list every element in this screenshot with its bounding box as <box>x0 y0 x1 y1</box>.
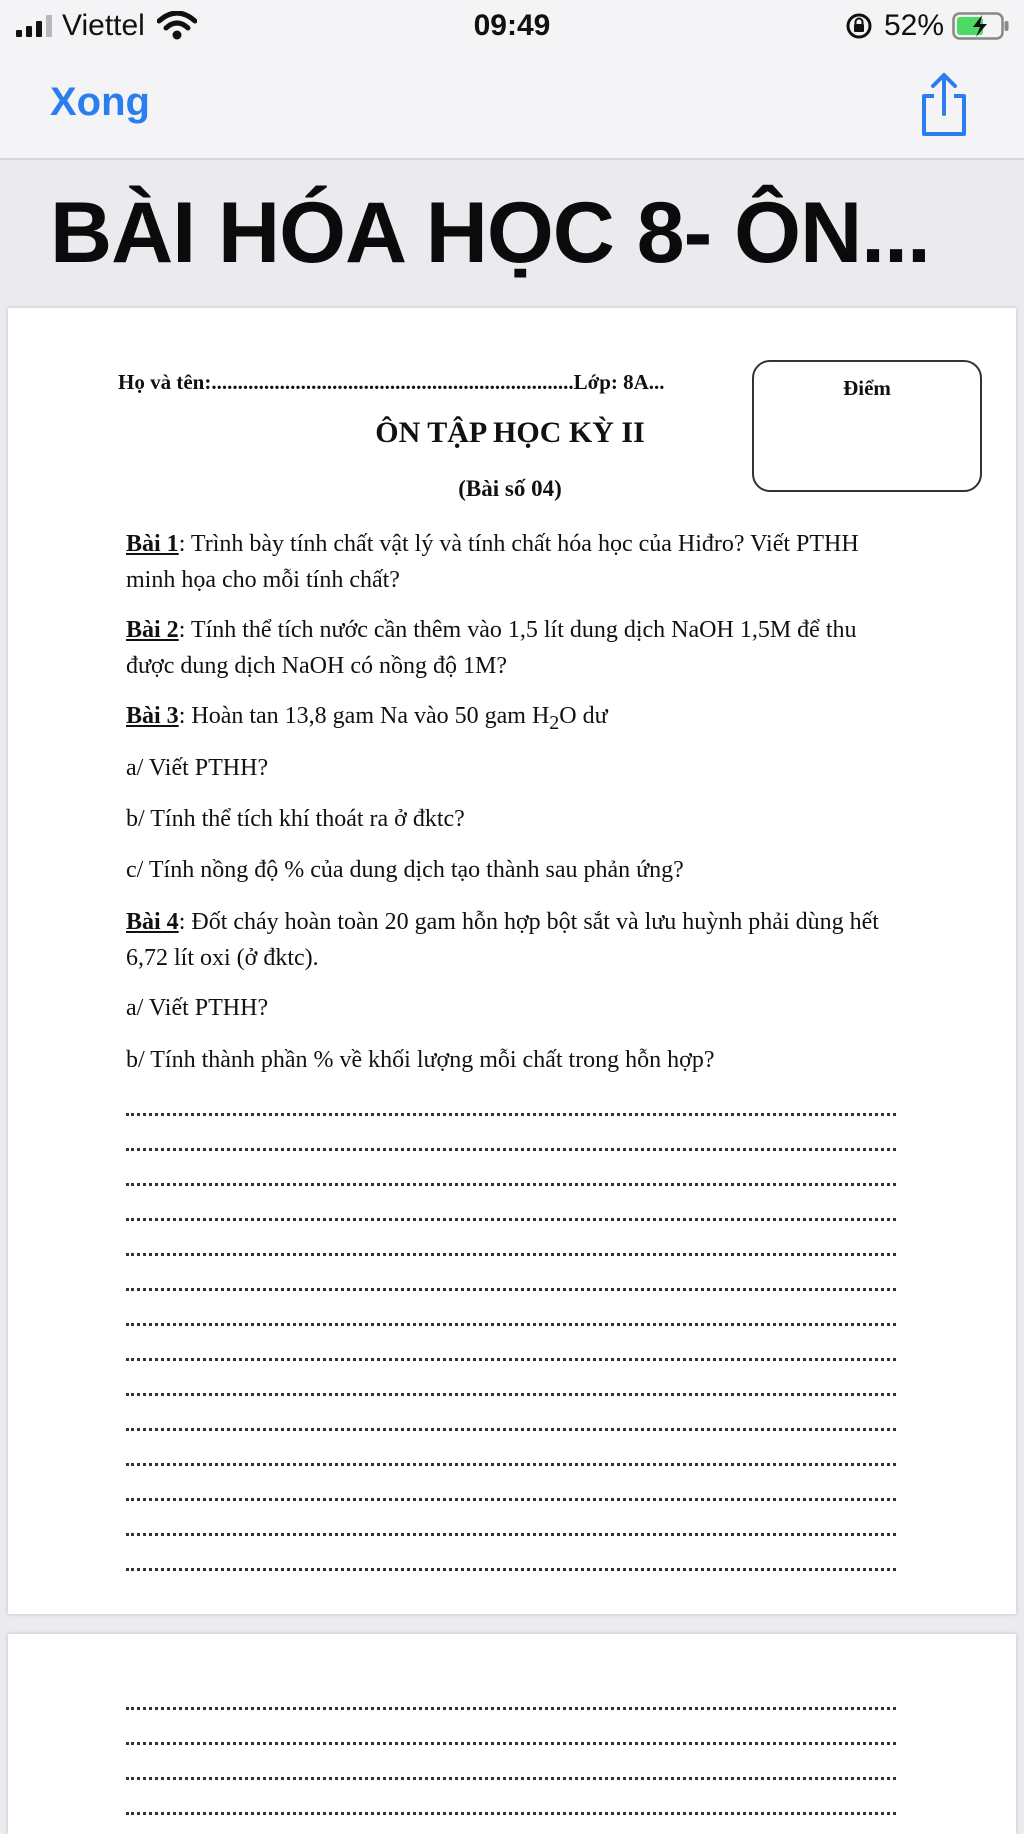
question-3-part-a: a/ Viết PTHH? <box>126 755 269 781</box>
worksheet-subtitle: (Bài số 04) <box>458 476 562 501</box>
answer-line <box>126 1567 896 1571</box>
share-icon[interactable] <box>916 72 972 138</box>
answer-line <box>126 1252 896 1256</box>
worksheet-title: ÔN TẬP HỌC KỲ II <box>375 416 645 449</box>
document-title: BÀI HÓA HỌC 8- ÔN... <box>50 185 930 281</box>
document-page-2[interactable] <box>8 1634 1016 1834</box>
status-bar <box>0 0 1024 52</box>
status-time: 09:49 <box>473 9 551 42</box>
score-label: Điểm <box>843 376 891 400</box>
question-text: : Trình bày tính chất vật lý và tính chất hóa học của Hiđro? Viết PTHH minh họa cho mỗi tính chất? <box>126 531 859 593</box>
answer-line <box>126 1532 896 1536</box>
answer-line <box>126 1427 896 1431</box>
answer-line <box>126 1217 896 1221</box>
answer-line <box>126 1776 896 1780</box>
nav-bar <box>0 52 1024 160</box>
question-text: : Hoàn tan 13,8 gam Na vào 50 gam H <box>178 703 550 729</box>
question-3-part-c: c/ Tính nồng độ % của dung dịch tạo thành sau phản ứng? <box>126 857 684 883</box>
question-2 <box>126 612 906 684</box>
question-label: Bài 2 <box>126 617 179 643</box>
answer-line <box>126 1357 896 1361</box>
answer-line <box>126 1112 896 1116</box>
right-status-group <box>844 6 1010 46</box>
question-4-part-a: a/ Viết PTHH? <box>126 995 269 1021</box>
battery-percent: 52% <box>883 9 944 42</box>
answer-line <box>126 1706 896 1710</box>
student-info-line: Họ và tên:.....................................................................Lớp: 8A... <box>118 370 665 394</box>
question-text: : Đốt cháy hoàn toàn 20 gam hỗn hợp bột sắt và lưu huỳnh phải dùng hết 6,72 lít oxi (ở đktc). <box>126 909 879 971</box>
question-4-part-b: b/ Tính thành phần % về khối lượng mỗi chất trong hỗn hợp? <box>126 1047 715 1073</box>
rotation-lock-icon <box>844 11 874 41</box>
answer-line <box>126 1147 896 1151</box>
done-button[interactable]: Xong <box>50 80 150 124</box>
carrier-name: Viettel <box>62 9 145 42</box>
answer-line <box>126 1287 896 1291</box>
question-1 <box>126 526 906 598</box>
answer-line <box>126 1741 896 1745</box>
question-4 <box>126 904 906 976</box>
question-3-part-b: b/ Tính thể tích khí thoát ra ở đktc? <box>126 806 465 832</box>
answer-line <box>126 1182 896 1186</box>
question-text: O dư <box>559 703 608 729</box>
subscript: 2 <box>549 711 560 734</box>
question-label: Bài 4 <box>126 909 179 935</box>
answer-line <box>126 1392 896 1396</box>
answer-line <box>126 1322 896 1326</box>
answer-line <box>126 1497 896 1501</box>
question-label: Bài 1 <box>126 531 179 557</box>
question-3 <box>126 698 906 741</box>
battery-charging-icon <box>952 11 1010 41</box>
question-label: Bài 3 <box>126 703 179 729</box>
answer-line <box>126 1462 896 1466</box>
answer-line <box>126 1811 896 1815</box>
question-text: : Tính thể tích nước cần thêm vào 1,5 lít dung dịch NaOH 1,5M để thu được dung dịch NaOH có nồng độ 1M? <box>126 617 857 679</box>
